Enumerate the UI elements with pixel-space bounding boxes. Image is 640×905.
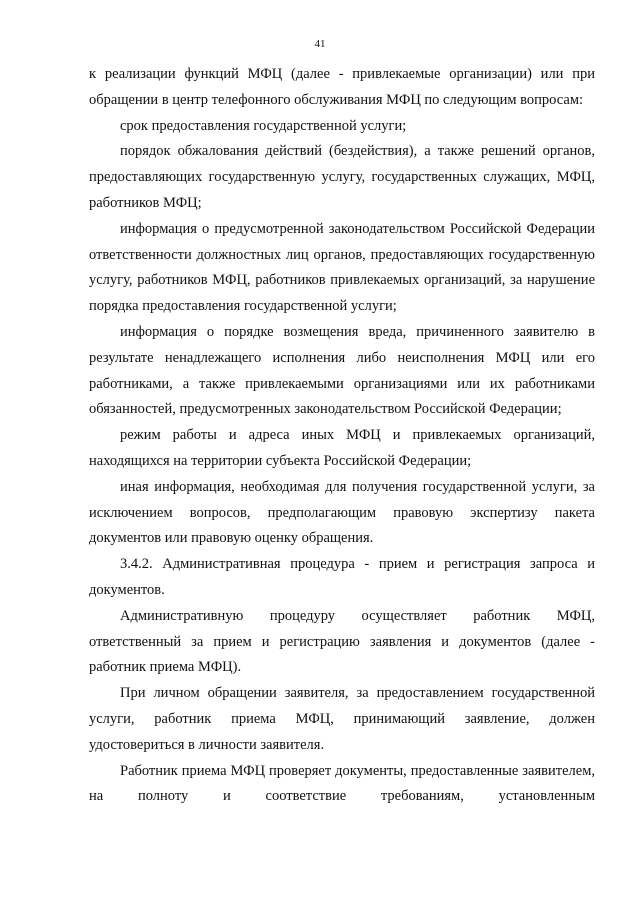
paragraph-liability-info: информация о предусмотренной законодательством Российской Федерации ответственности должностных лиц органов, предоставляющих государственную услугу, работников МФЦ, работников привлекаемых организаций, за нарушение порядка предоставления государственной услуги; xyxy=(89,220,595,315)
paragraph-document-check: Работник приема МФЦ проверяет документы, предоставленные заявителем, на полноту и соответствие требованиям, установленным xyxy=(89,762,595,805)
paragraph-section-heading: 3.4.2. Административная процедура - прием и регистрация запроса и документов. xyxy=(89,556,595,598)
page-number: 41 xyxy=(314,38,326,50)
paragraph-procedure-performer: Административную процедуру осуществляет работник МФЦ, ответственный за прием и регистрацию заявления и документов (далее - работник приема МФЦ). xyxy=(89,607,595,676)
document-body xyxy=(89,62,595,810)
paragraph-identity-check: При личном обращении заявителя, за предоставлением государственной услуги, работник приема МФЦ, принимающий заявление, должен удостовериться в личности заявителя. xyxy=(89,685,595,753)
paragraph-other-info: иная информация, необходимая для получения государственной услуги, за исключением вопросов, предполагающим правовую экспертизу пакета документов или правовую оценку обращения. xyxy=(89,478,595,547)
paragraph-damage-compensation: информация о порядке возмещения вреда, причиненного заявителю в результате ненадлежащего исполнения либо неисполнения МФЦ или его работниками, а также привлекаемыми организациями или их работниками обязанностей, предусмотренных законодательством Российской Федерации; xyxy=(89,323,595,418)
paragraph-work-schedule: режим работы и адреса иных МФЦ и привлекаемых организаций, находящихся на территории субъекта Российской Федерации; xyxy=(89,427,595,469)
paragraph-continuation: к реализации функций МФЦ (далее - привлекаемые организации) или при обращении в центр телефонного обслуживания МФЦ по следующим вопросам: xyxy=(89,66,595,108)
paragraph-service-term: срок предоставления государственной услуги; xyxy=(120,117,407,134)
paragraph-appeal-procedure: порядок обжалования действий (бездействия), а также решений органов, предоставляющих государственную услугу, государственных служащих, МФЦ, работников МФЦ; xyxy=(89,143,595,211)
